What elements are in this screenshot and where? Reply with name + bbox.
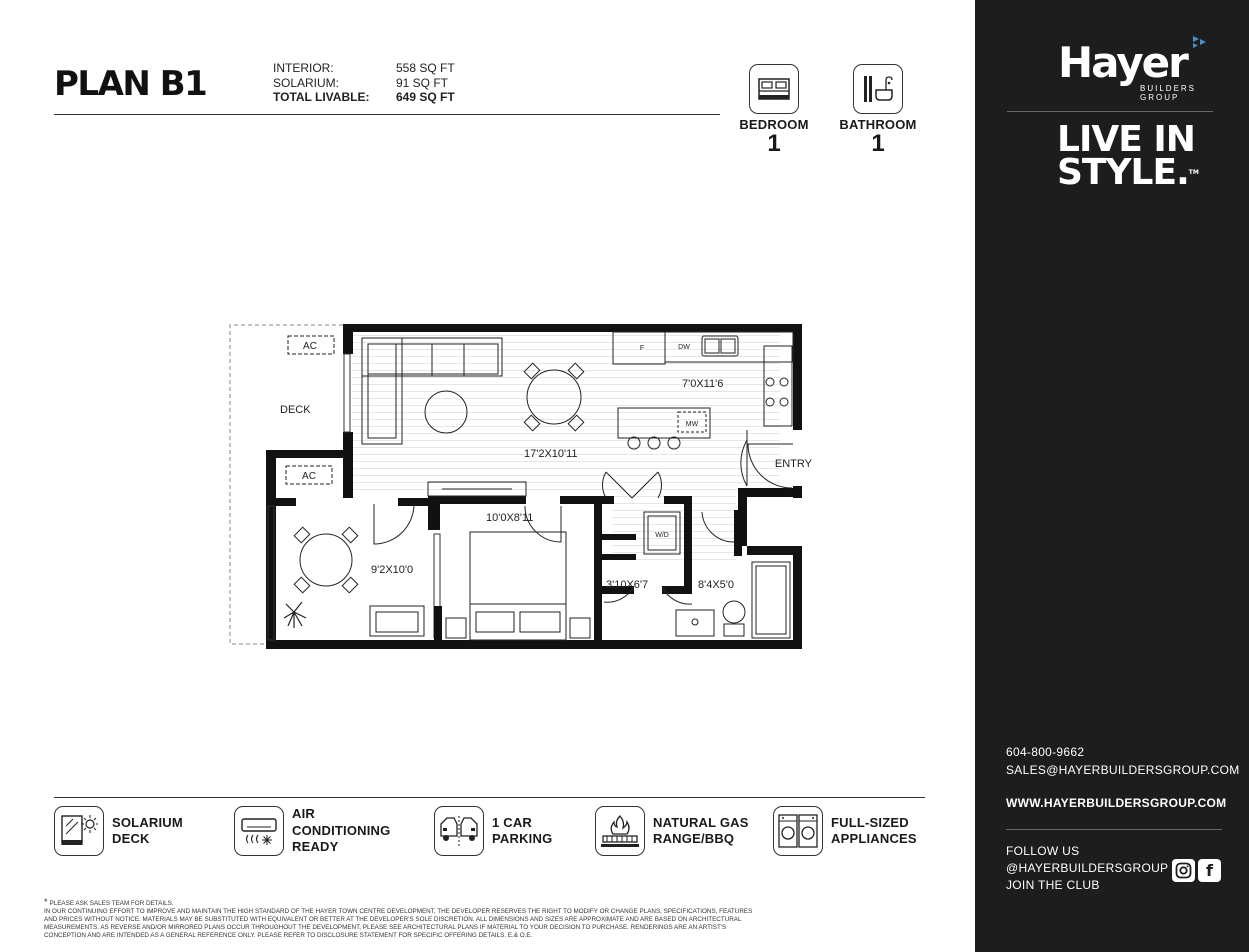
feature-bathroom <box>833 64 923 156</box>
bed-icon <box>749 64 799 114</box>
club-link[interactable]: JOIN THE CLUB <box>1006 878 1100 892</box>
amenity-appliances <box>773 806 917 856</box>
bedroom-furniture <box>446 532 590 640</box>
slogan-line2: STYLE. <box>1057 152 1189 193</box>
feature-count: 1 <box>767 130 781 157</box>
amenity-label: AIR CONDITIONING READY <box>292 806 391 855</box>
kitchen-dimensions: 7'0X11'6 <box>682 378 724 390</box>
bathtub-icon <box>853 64 903 114</box>
stat-label: TOTAL LIVABLE: <box>273 90 370 104</box>
amenity-gas-range <box>595 806 749 856</box>
entry-label: ENTRY <box>774 458 812 470</box>
slogan <box>1057 119 1199 193</box>
feature-label: BEDROOM <box>739 117 809 132</box>
slogan-line1: LIVE IN <box>1057 119 1195 160</box>
ac-label-deck: AC <box>303 341 317 352</box>
stat-value: 558 SQ FT <box>396 61 455 75</box>
brand-subtitle: BUILDERS GROUP <box>1140 84 1197 102</box>
dishwasher-label: DW <box>678 344 690 351</box>
feature-count: 1 <box>871 130 885 157</box>
bedroom-dimensions: 10'0X8'11 <box>486 512 534 524</box>
facebook-icon[interactable]: f <box>1198 859 1221 882</box>
car-icon <box>434 806 484 856</box>
sidebar-divider-bottom <box>1006 829 1222 830</box>
follow-label: FOLLOW US <box>1006 844 1080 858</box>
instagram-icon[interactable] <box>1172 859 1195 882</box>
amenity-label: SOLARIUM DECK <box>112 814 183 846</box>
amenity-parking <box>434 806 552 856</box>
stat-label: INTERIOR: <box>273 61 334 75</box>
stat-total <box>273 90 455 105</box>
footer-divider <box>54 797 925 798</box>
feature-label: BATHROOM <box>839 117 917 132</box>
social-handle[interactable]: @HAYERBUILDERSGROUP <box>1006 861 1169 875</box>
disclaimer-line1: * PLEASE ASK SALES TEAM FOR DETAILS. <box>44 897 174 907</box>
brand-logo: Hayer <box>1058 38 1187 87</box>
disclaimer-note: PLEASE ASK SALES TEAM FOR DETAILS. <box>49 900 174 907</box>
solarium-dimensions: 9'2X10'0 <box>371 564 414 576</box>
sidebar <box>975 0 1249 952</box>
website-link[interactable]: WWW.HAYERBUILDERSGROUP.COM <box>1006 796 1227 810</box>
stat-value: 91 SQ FT <box>396 75 449 90</box>
disclaimer-body: IN OUR CONTINUING EFFORT TO IMPROVE AND MAINTAIN THE HIGH STANDARD OF THE HAYER TOWN CENTRE DEVELOPMENT, THE DEVELOPER RESERVES THE RIGHT TO MODIFY OR CHANGE PLANS, SPECIFICATIONS, FEATURES AND PRICES WITHOUT NOTICE. MATERIALS MAY BE SUBSTITUTED WITH EQUIVALENT OR BETTER AT THE DEVELOPER'S SOLE DISCRETION. ALL DIMENSIONS AND SIZES ARE APPROXIMATE AND ARE BASED ON ARCHITECTURAL MEASUREMENTS. AS REVERSE AND/OR MIRRORED PLANS OCCUR THROUGHOUT THE DEVELOPMENT, PLEASE SEE ARCHITECTURAL PLANS IF MATERIAL TO YOUR DECISION TO PURCHASE. RENDERINGS ARE AN ARTIST'S CONCEPTION AND ARE INTENDED AS A GENERAL REFERENCE ONLY. PLEASE REFER TO DISCLOSURE STATEMENT FOR SPECIFIC OFFERING DETAILS. E.& O.E. <box>44 908 753 939</box>
plan-title: PLAN B1 <box>54 64 207 104</box>
feature-bedroom <box>729 64 819 156</box>
amenity-label: 1 CAR PARKING <box>492 814 553 846</box>
social-block <box>1006 843 1168 894</box>
area-stats <box>273 61 455 105</box>
amenity-label: NATURAL GAS RANGE/BBQ <box>653 814 749 846</box>
walkin-dimensions: 3'10X6'7 <box>606 579 649 591</box>
stat-label: SOLARIUM: <box>273 75 340 90</box>
sidebar-divider <box>1007 111 1213 112</box>
trademark: TM <box>1188 169 1199 176</box>
microwave-label: MW <box>685 421 699 428</box>
stat-solarium <box>273 76 455 91</box>
ac-label-solarium: AC <box>302 471 316 482</box>
bath-dimensions: 8'4X5'0 <box>698 579 735 591</box>
disclaimer <box>44 898 764 940</box>
solarium-icon <box>54 806 104 856</box>
washing-machine-icon <box>773 806 823 856</box>
stat-value: 649 SQ FT <box>396 90 455 104</box>
solarium-furniture <box>284 527 424 636</box>
header-divider <box>54 114 720 115</box>
email-link[interactable]: SALES@HAYERBUILDERSGROUP.COM <box>1006 763 1240 777</box>
deck-label: DECK <box>280 404 311 416</box>
amenity-air-conditioning <box>234 806 390 856</box>
amenity-solarium <box>54 806 183 856</box>
floorplan-drawing <box>228 322 818 654</box>
logo-accent-icon <box>1193 36 1207 48</box>
air-conditioner-icon <box>234 806 284 856</box>
phone-number[interactable]: 604-800-9662 <box>1006 745 1085 759</box>
living-dimensions: 17'2X10'11 <box>524 448 578 460</box>
amenity-label: FULL-SIZED APPLIANCES <box>831 814 917 846</box>
washer-dryer-label: W/D <box>655 532 669 539</box>
fridge-label: F <box>639 345 645 352</box>
gas-range-icon <box>595 806 645 856</box>
stat-interior <box>273 61 455 76</box>
